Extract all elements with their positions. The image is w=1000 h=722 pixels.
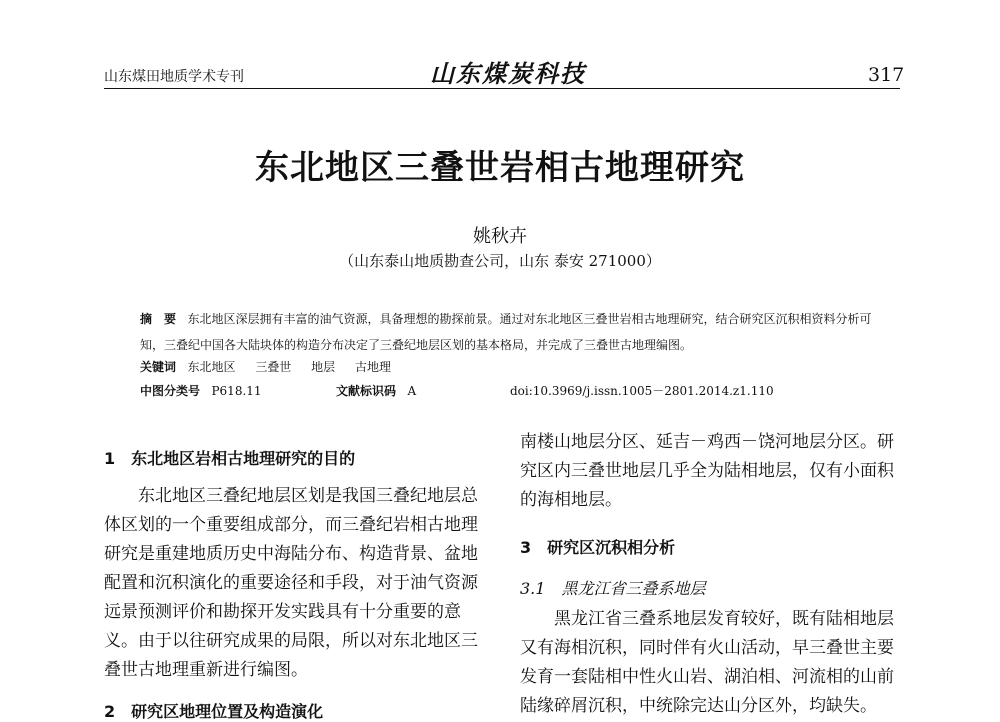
keyword-item: 古地理 — [355, 360, 392, 374]
journal-title: 山东煤炭科技 — [430, 59, 586, 88]
keyword-item: 三叠世 — [255, 360, 292, 374]
keyword-item: 东北地区 — [187, 360, 236, 374]
right-column — [520, 428, 902, 721]
subsection-heading: 3.1 黑龙江省三叠系地层 — [520, 579, 706, 598]
header-rule — [104, 88, 900, 89]
keyword-item: 地层 — [311, 360, 336, 374]
keywords-label: 关键词 — [140, 360, 177, 374]
paper-title: 东北地区三叠世岩相古地理研究 — [255, 148, 745, 188]
page-number: 317 — [868, 64, 905, 86]
keywords — [140, 358, 407, 375]
clc-label: 中图分类号 — [140, 384, 201, 398]
doi: doi:10.3969/j.issn.1005－2801.2014.z1.110 — [510, 384, 774, 398]
affiliation: （山东泰山地质勘查公司，山东 泰安 271000） — [339, 252, 661, 270]
doc-code-value: A — [407, 384, 417, 398]
section3-heading: 3 研究区沉积相分析 — [520, 538, 676, 557]
left-column — [104, 449, 486, 722]
subsection-paragraph: 黑龙江省三叠系地层发育较好，既有陆相地层又有海相沉积，同时伴有火山活动，早三叠世主要发育一套陆相中性火山岩、湖泊相、河流相的山前陆缘碎屑沉积，中统除完达山分区外，均缺失。 — [520, 609, 894, 716]
running-header: 山东煤田地质学术专刊 — [104, 69, 244, 85]
section1-heading: 1 东北地区岩相古地理研究的目的 — [104, 449, 356, 468]
continued-paragraph: 南楼山地层分区、延吉－鸡西－饶河地层分区。研究区内三叠世地层几乎全为陆相地层，仅有小面积的海相地层。 — [520, 432, 894, 510]
abstract-text: 东北地区深层拥有丰富的油气资源，具备理想的勘探前景。通过对东北地区三叠世岩相古地理研究，结合研究区沉积相资料分析可知，三叠纪中国各大陆块体的构造分布决定了三叠纪地层区划的基本格局，并完成了三叠世古地理编图。 — [140, 312, 872, 352]
section2-heading: 2 研究区地理位置及构造演化 — [104, 702, 324, 721]
abstract — [140, 306, 880, 358]
abstract-label: 摘 要 — [140, 312, 177, 326]
author: 姚秋卉 — [473, 226, 527, 247]
clc-value: P618.11 — [211, 384, 262, 398]
section1-paragraph: 东北地区三叠纪地层区划是我国三叠纪地层总体区划的一个重要组成部分，而三叠纪岩相古地理研究是重建地质历史中海陆分布、构造背景、盆地配置和沉积演化的重要途径和手段，对于油气资源远景预测评价和勘探开发实践具有十分重要的意义。由于以往研究成果的局限，所以对东北地区三叠世古地理重新进行编图。 — [104, 486, 478, 680]
doc-code-label: 文献标识码 — [336, 384, 397, 398]
